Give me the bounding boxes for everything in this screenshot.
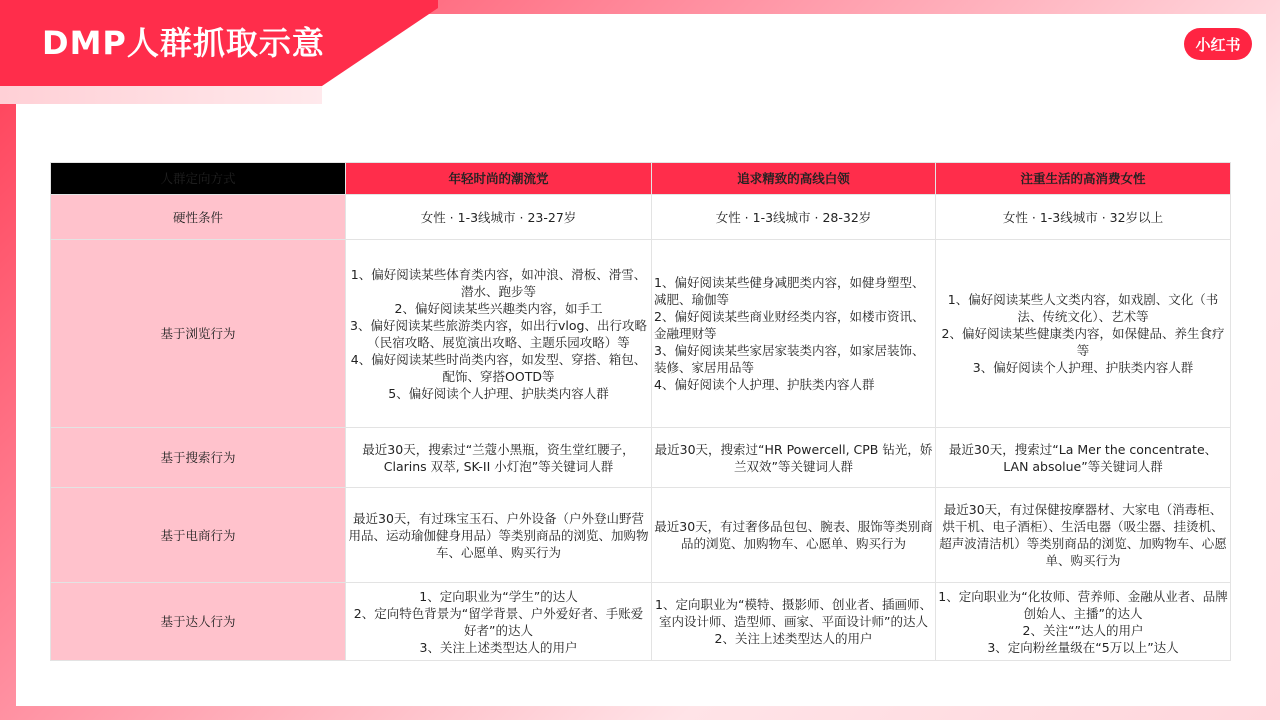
dmp-table xyxy=(50,162,1231,661)
cell-text-line: 最近30天，有过奢侈品包包、腕表、服饰等类别商品的浏览、加购物车、心愿单、购买行为 xyxy=(654,519,933,551)
cell-text-line: 3、偏好阅读某些旅游类内容，如出行vlog、出行攻略（民宿攻略、展览演出攻略、主题乐园攻略）等 xyxy=(350,317,647,350)
table-cell xyxy=(936,488,1231,583)
cell-text-line: 2、偏好阅读某些兴趣类内容，如手工 xyxy=(394,300,603,316)
table-cell xyxy=(346,583,652,661)
cell-text-line: 最近30天，搜索过“HR Powercell, CPB 钻光，娇兰双效”等关键词人群 xyxy=(654,441,933,474)
cell-text-line: 4、偏好阅读个人护理、护肤类内容人群 xyxy=(654,377,875,392)
table-cell xyxy=(652,428,936,488)
cell-text-line: 1、定向职业为“学生”的达人 xyxy=(419,588,578,604)
table-row xyxy=(51,240,1231,428)
cell-text-line: 1、偏好阅读某些体育类内容，如冲浪、滑板、滑雪、潜水、跑步等 xyxy=(350,266,647,299)
table-cell xyxy=(652,240,936,428)
table-cell xyxy=(652,583,936,661)
cell-text-line: 最近30天，搜索过“La Mer the concentrate、LAN absolue”等关键词人群 xyxy=(948,441,1218,474)
cell-text-line: 5、偏好阅读个人护理、护肤类内容人群 xyxy=(388,385,609,401)
cell-text-line: 2、关注上述类型达人的用户 xyxy=(714,631,873,646)
table-row xyxy=(51,583,1231,661)
table-cell xyxy=(936,583,1231,661)
cell-text-line: 2、偏好阅读某些健康类内容，如保健品、养生食疗等 xyxy=(941,326,1225,358)
table-cell xyxy=(652,488,936,583)
table-cell xyxy=(936,195,1231,240)
cell-text-line: 1、偏好阅读某些健身减肥类内容，如健身塑型、减肥、瑜伽等 xyxy=(654,275,925,307)
xiaohongshu-logo: 小红书 xyxy=(1184,28,1252,60)
cell-text-line: 女性 · 1-3线城市 · 32岁以上 xyxy=(1002,209,1164,225)
title-banner-shadow xyxy=(0,86,322,104)
table-cell xyxy=(936,240,1231,428)
segment-header: 注重生活的高消费女性 xyxy=(936,163,1231,195)
cell-text-line: 3、偏好阅读个人护理、护肤类内容人群 xyxy=(972,360,1194,375)
segment-header: 追求精致的高线白领 xyxy=(652,163,936,195)
table-cell xyxy=(936,428,1231,488)
cell-text-line: 1、定向职业为“模特、摄影师、创业者、插画师、室内设计师、造型师、画家、平面设计师”的达人 xyxy=(655,597,932,629)
row-header: 基于达人行为 xyxy=(51,583,346,661)
row-header: 基于搜索行为 xyxy=(51,428,346,488)
table-row xyxy=(51,488,1231,583)
cell-text-line: 女性 · 1-3线城市 · 28-32岁 xyxy=(715,209,872,225)
segment-header: 年轻时尚的潮流党 xyxy=(346,163,652,195)
cell-text-line: 3、关注上述类型达人的用户 xyxy=(419,639,578,655)
row-header: 硬性条件 xyxy=(51,195,346,240)
cell-text-line: 1、定向职业为“化妆师、营养师、金融从业者、品牌创始人、主播”的达人 xyxy=(938,588,1228,621)
page-title: DMP人群抓取示意 xyxy=(42,24,325,62)
cell-text-line: 最近30天，有过珠宝玉石、户外设备（户外登山野营用品、运动瑜伽健身用品）等类别商品的浏览、加购物车、心愿单、购买行为 xyxy=(348,510,649,560)
table-header-row xyxy=(51,163,1231,195)
row-header: 基于电商行为 xyxy=(51,488,346,583)
table-cell xyxy=(652,195,936,240)
corner-header: 人群定向方式 xyxy=(51,163,346,195)
table-row xyxy=(51,428,1231,488)
cell-text-line: 2、偏好阅读某些商业财经类内容，如楼市资讯、金融理财等 xyxy=(654,309,925,341)
cell-text-line: 女性 · 1-3线城市 · 23-27岁 xyxy=(420,209,577,225)
cell-text-line: 4、偏好阅读某些时尚类内容，如发型、穿搭、箱包、配饰、穿搭OOTD等 xyxy=(350,351,647,384)
table-row xyxy=(51,195,1231,240)
table-cell xyxy=(346,488,652,583)
cell-text-line: 2、关注“”达人的用户 xyxy=(1022,622,1144,638)
cell-text-line: 2、定向特色背景为“留学背景、户外爱好者、手账爱好者”的达人 xyxy=(353,605,644,638)
cell-text-line: 最近30天，有过保健按摩器材、大家电（消毒柜、烘干机、电子酒柜）、生活电器（吸尘器、挂烫机、超声波清洁机）等类别商品的浏览、加购物车、心愿单、购买行为 xyxy=(939,502,1227,568)
table-cell xyxy=(346,240,652,428)
table-cell xyxy=(346,428,652,488)
cell-text-line: 1、偏好阅读某些人文类内容，如戏剧、文化（书法、传统文化）、艺术等 xyxy=(947,292,1219,324)
row-header: 基于浏览行为 xyxy=(51,240,346,428)
cell-text-line: 3、定向粉丝量级在“5万以上”达人 xyxy=(987,639,1179,655)
table-cell xyxy=(346,195,652,240)
cell-text-line: 最近30天，搜索过“兰蔻小黑瓶，资生堂红腰子，Clarins 双萃, SK-II 小灯泡”等关键词人群 xyxy=(362,441,635,474)
cell-text-line: 3、偏好阅读某些家居家装类内容，如家居装饰、装修、家居用品等 xyxy=(654,343,925,375)
